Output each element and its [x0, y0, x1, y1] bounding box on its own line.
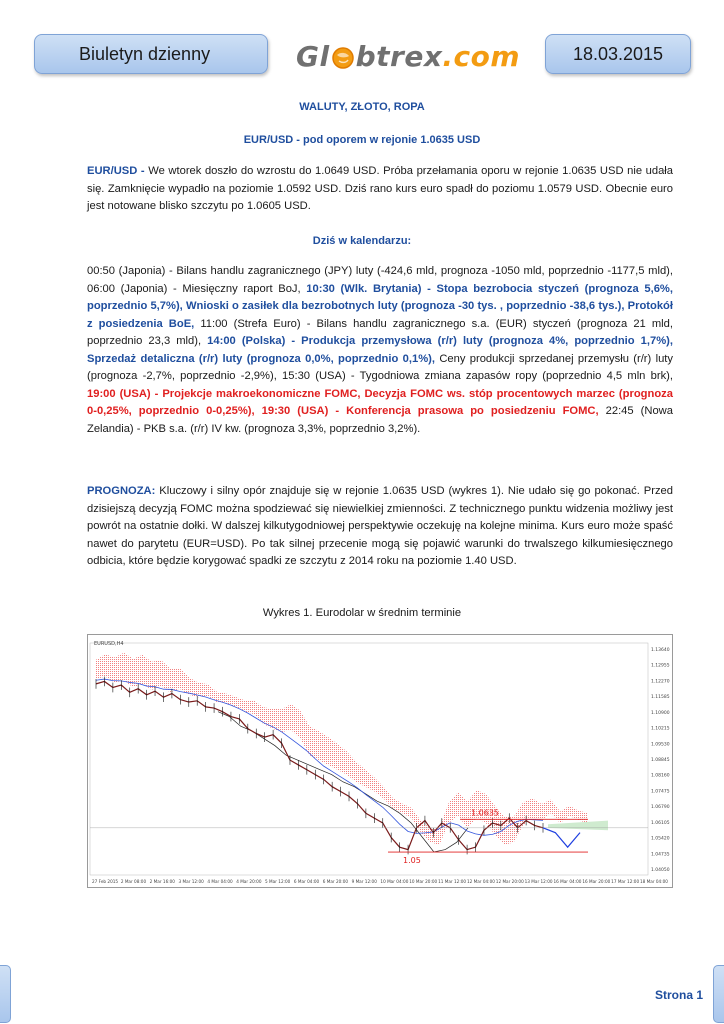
y-tick-label: 1.08160	[651, 773, 670, 779]
y-tick-label: 1.10900	[651, 710, 670, 716]
forecast-lead: PROGNOZA:	[87, 485, 156, 497]
globe-icon	[331, 44, 355, 68]
resistance-label: 1.0635	[471, 808, 499, 818]
y-tick-label: 1.05420	[651, 836, 670, 842]
x-tick-label: 5 Mar 12:00	[265, 879, 291, 884]
x-tick-label: 13 Mar 12:00	[524, 879, 553, 884]
support-label: 1.05	[403, 856, 421, 866]
y-tick-label: 1.04050	[651, 868, 670, 873]
x-tick-label: 10 Mar 20:00	[409, 879, 438, 884]
y-tick-label: 1.08845	[651, 758, 670, 763]
calendar-segment: 19:00 (USA) - Projekcje makroekonomiczne FOMC, Decyzja FOMC ws. stóp procentowych marzec (prognoza 0-0,25%, poprzednio 0-0,25%), 19:30 (USA) - Konferencja prasowa po posiedzeniu FOMC,	[87, 387, 673, 417]
price-line	[96, 681, 543, 849]
x-tick-label: 3 Mar 12:00	[178, 879, 204, 884]
x-tick-label: 27 Feb 2015	[92, 879, 119, 884]
forecast-path	[543, 828, 580, 847]
x-tick-label: 16 Mar 04:00	[553, 879, 582, 884]
x-tick-label: 9 Mar 12:00	[351, 879, 377, 884]
calendar-segment: 22:45 (Nowa Zelandia) - PKB s.a. (r/r) IV kw. (prognoza 3,3%, poprzednio 3,2%).	[87, 405, 673, 435]
calendar-paragraph	[87, 263, 673, 438]
x-tick-label: 6 Mar 04:00	[293, 879, 320, 884]
chart-canvas	[88, 635, 672, 887]
forward-cloud	[548, 821, 608, 831]
section-title: WALUTY, ZŁOTO, ROPA	[299, 101, 425, 113]
calendar-segment: Ceny produkcji sprzedanej przemysłu (r/r) luty (prognoza -2,7%, poprzednio -2,9%), 15:30 (USA) - Tygodniowa zmiana zapasów ropy (poprzednio 4,5 mln brk),	[87, 352, 673, 382]
y-tick-label: 1.06105	[651, 820, 670, 826]
bulletin-date: 18.03.2015	[572, 43, 664, 64]
symbol-label: EURUSD,H4	[94, 641, 124, 647]
x-tick-label: 2 Mar 08:00	[120, 879, 147, 884]
y-tick-label: 1.12270	[651, 679, 670, 685]
x-tick-label: 11 Mar 12:00	[438, 879, 467, 884]
y-tick-label: 1.13640	[651, 648, 670, 653]
ichimoku-cloud	[96, 653, 588, 845]
globtrex-logo[interactable]: Gl btrex .com	[296, 39, 521, 73]
x-tick-label: 6 Mar 20:00	[322, 879, 349, 884]
eurusd-text: We wtorek doszło do wzrostu do 1.0649 USD. Próba przełamania oporu w rejonie 1.0635 USD nie udała się. Zamknięcie wypadło na poziomie 1.0592 USD. Dziś rano kurs euro spadł do poziomu 1.0579 USD. Obecnie euro jest notowane blisko szczytu po 1.0605 USD.	[87, 165, 673, 212]
calendar-title: Dziś w kalendarzu:	[312, 235, 412, 247]
header-left-label: Biuletyn dzienny	[79, 43, 211, 64]
x-tick-label: 4 Mar 20:00	[236, 879, 262, 884]
x-tick-label: 18 Mar 04:00	[640, 879, 668, 884]
page-number: Strona 1	[655, 988, 704, 1002]
header-left-box	[34, 34, 268, 74]
forecast-paragraph	[87, 483, 673, 571]
header-date-box	[545, 34, 691, 74]
left-page-tab	[0, 965, 11, 1023]
y-tick-label: 1.10215	[651, 726, 670, 732]
calendar-segment: 14:00 (Polska) - Produkcja przemysłowa (r/r) luty (prognoza 4%, poprzednio 1,7%), Sprzedaż detaliczna (r/r) luty (prognoza 0,0%, poprzednio 0,1%),	[87, 335, 673, 365]
x-tick-label: 12 Mar 04:00	[466, 879, 495, 884]
x-tick-label: 17 Mar 12:00	[611, 879, 640, 884]
x-tick-label: 16 Mar 20:00	[582, 879, 611, 884]
y-tick-label: 1.04735	[651, 852, 670, 858]
forecast-text: Kluczowy i silny opór znajduje się w rejonie 1.0635 USD (wykres 1). Nie udało się go pokonać. Przed dzisiejszą decyzją FOMC można spodziewać się niewielkiej zmienności. Z technicznego punktu widzenia możliwy jest powrót na ostatnie dołki. W dalszej kilkutygodniowej perspektywie oczekuję na kolejne minima. Kurs euro może spaść nawet do parytetu (EUR=USD). Po tak silnej przecenie mogą się pojawić warunki do trwalszego kilkumiesięcznego odbicia, które będzie korygować spadki ze szczytu z 2014 roku na poziomie 1.40 USD.	[87, 485, 673, 567]
y-tick-label: 1.09530	[651, 742, 670, 748]
x-tick-label: 4 Mar 04:00	[207, 879, 233, 884]
x-tick-label: 2 Mar 16:00	[149, 879, 175, 884]
eurusd-paragraph	[87, 163, 673, 216]
x-tick-label: 12 Mar 20:00	[495, 879, 524, 884]
x-tick-label: 10 Mar 04:00	[380, 879, 409, 884]
figure-caption: Wykres 1. Eurodolar w średnim terminie	[262, 607, 462, 619]
eurusd-lead: EUR/USD -	[87, 165, 149, 177]
y-tick-label: 1.06790	[651, 805, 670, 811]
right-page-tab	[713, 965, 724, 1023]
y-tick-label: 1.11585	[651, 695, 670, 701]
y-tick-label: 1.07475	[651, 789, 670, 795]
calendar-segment: 11:00 (Strefa Euro) - Bilans handlu zagranicznego s.a. (EUR) styczeń (prognoza 21 mld, poprzednio 23,3 mld),	[87, 317, 673, 347]
calendar-segment: 00:50 (Japonia) - Bilans handlu zagranicznego (JPY) luty (-424,6 mld, prognoza -1050 mld, poprzednio -1177,5 mld), 06:00 (Japonia) - Miesięczny raport BoJ,	[87, 265, 673, 295]
eurusd-chart	[87, 634, 673, 888]
y-tick-label: 1.12955	[651, 663, 670, 669]
article-subtitle: EUR/USD - pod oporem w rejonie 1.0635 USD	[243, 134, 481, 146]
calendar-segment: 10:30 (Wlk. Brytania) - Stopa bezrobocia styczeń (prognoza 5,6%, poprzednio 5,7%), Wnioski o zasiłek dla bezrobotnych luty (prognoza -30 tys. , poprzednio -38,6 tys.), Protokół z posiedzenia BoE,	[87, 282, 673, 330]
